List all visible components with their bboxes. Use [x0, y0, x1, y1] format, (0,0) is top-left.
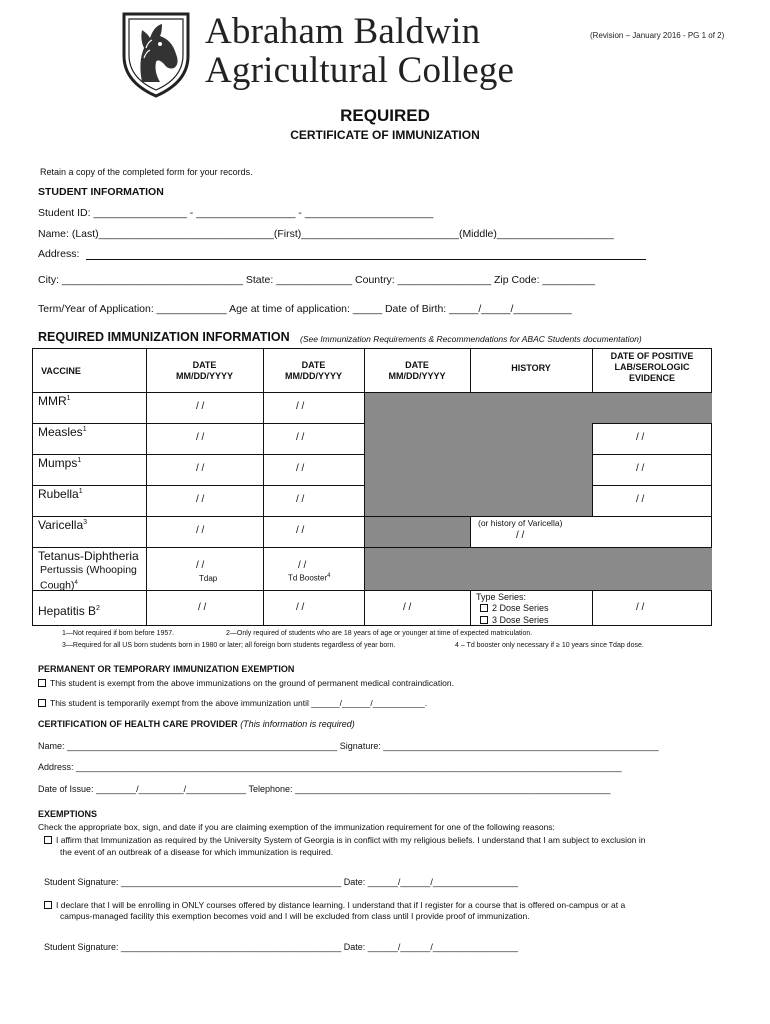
col-vaccine: VACCINE [41, 366, 81, 376]
rubella-date1[interactable]: / / [196, 494, 205, 505]
college-name-line2: Agricultural College [205, 50, 515, 91]
student-id-field[interactable]: Student ID: ________________ - _________________ - ______________________ [38, 207, 434, 219]
row-varicella: Varicella$^3$ [38, 518, 88, 532]
student-signature-field-1[interactable]: Student Signature: ____________________________________________ Date: ______/______/_________________ [44, 877, 518, 887]
hepb-date2[interactable]: / / [296, 602, 305, 613]
hepb-3-dose-option[interactable]: 3 Dose Series [480, 615, 549, 625]
religious-exemption-line2: the event of an outbreak of a disease for which immunization is required. [60, 847, 334, 857]
permanent-exemption-option[interactable]: This student is exempt from the above immunizations on the ground of permanent medical contraindication. [38, 678, 454, 688]
footnote-1: 1—Not required if born before 1957. [62, 630, 175, 637]
college-name-line1: Abraham Baldwin [205, 11, 481, 52]
college-name [205, 12, 514, 90]
exemptions-instructions: Check the appropriate box, sign, and date if you are claiming exemption of the immunization requirement for one of the following reasons: [38, 822, 555, 832]
hepb-2-dose-checkbox[interactable] [480, 604, 488, 612]
col-history: HISTORY [511, 363, 551, 373]
rubella-date2[interactable]: / / [296, 494, 305, 505]
measles-date2[interactable]: / / [296, 432, 305, 443]
footnote-2: 2—Only required of students who are 18 years of age or younger at time of expected matriculation. [226, 630, 533, 637]
immunization-heading-note: (See Immunization Requirements & Recommendations for ABAC Students documentation) [300, 334, 642, 344]
distance-exemption-checkbox[interactable] [44, 901, 52, 909]
student-info-heading: STUDENT INFORMATION [38, 186, 164, 198]
form-subtitle: CERTIFICATE OF IMMUNIZATION [290, 128, 480, 142]
hepb-type-series-label: Type Series: [476, 592, 527, 602]
row-rubella: Rubella$^1$ [38, 487, 83, 501]
varicella-date2[interactable]: / / [296, 525, 305, 536]
college-horse-logo [122, 12, 190, 98]
exemption-heading: PERMANENT OR TEMPORARY IMMUNIZATION EXEMPTION [38, 664, 295, 674]
measles-positive-date[interactable]: / / [636, 432, 645, 443]
tdap-label: Tdap [199, 574, 218, 583]
hepb-date3[interactable]: / / [403, 602, 412, 613]
col-date1: DATE MM/DD/YYYY [175, 360, 233, 381]
temporary-exemption-checkbox[interactable] [38, 699, 46, 707]
footnote-3: 3—Required for all US born students born in 1980 or later; all foreign born students regardless of year born. [62, 642, 396, 649]
address-field[interactable] [86, 259, 646, 260]
student-signature-field-2[interactable]: Student Signature: ____________________________________________ Date: ______/______/_________________ [44, 942, 518, 952]
row-tetanus: Tetanus-Diphtheria [38, 549, 139, 563]
distance-exemption-option[interactable]: I declare that I will be enrolling in ONLY courses offered by distance learning. I understand that if I register for a course that is offered on-campus or at a [44, 900, 625, 910]
intro-text: Retain a copy of the completed form for your records. [40, 167, 253, 177]
name-field[interactable]: Name: (Last)______________________________(First)___________________________(Middle)____________________ [38, 228, 614, 240]
col-date3: DATE MM/DD/YYYY [388, 360, 446, 381]
form-title: REQUIRED [340, 106, 430, 125]
revision-note: (Revision – January 2016 - PG 1 of 2) [590, 31, 725, 40]
permanent-exemption-checkbox[interactable] [38, 679, 46, 687]
address-label: Address: [38, 248, 80, 260]
mmr-date1[interactable]: / / [196, 401, 205, 412]
hepb-positive-date[interactable]: / / [636, 602, 645, 613]
td-booster-label: Td Booster$^4$ [288, 573, 331, 583]
varicella-date1[interactable]: / / [196, 525, 205, 536]
row-mmr: MMR$^1$ [38, 394, 71, 408]
city-state-field[interactable]: City: _______________________________ State: _____________ Country: ________________ Zip Code: _________ [38, 274, 595, 286]
mmr-date2[interactable]: / / [296, 401, 305, 412]
row-measles: Measles$^1$ [38, 425, 87, 439]
exemptions-heading: EXEMPTIONS [38, 809, 98, 819]
mumps-date1[interactable]: / / [196, 463, 205, 474]
footnote-4: 4 – Td booster only necessary if ≥ 10 years since Tdap dose. [455, 642, 644, 649]
provider-date-telephone-field[interactable]: Date of Issue: ________/_________/____________ Telephone: _______________________________________________________________ [38, 784, 611, 794]
rubella-positive-date[interactable]: / / [636, 494, 645, 505]
hepb-date1[interactable]: / / [198, 602, 207, 613]
mumps-date2[interactable]: / / [296, 463, 305, 474]
immunization-heading: REQUIRED IMMUNIZATION INFORMATION [38, 330, 290, 344]
row-hepatitis-b: Hepatitis $B^2$ [38, 604, 100, 618]
varicella-history-label: (or history of Varicella) [478, 518, 563, 528]
religious-exemption-option[interactable]: I affirm that Immunization as required by the University System of Georgia is in conflict with my religious beliefs. I understand that I am subject to exclusion in [44, 835, 645, 845]
distance-exemption-line2: campus-managed facility this exemption becomes void and I will be excluded from class until I provide proof of immunization. [60, 911, 530, 921]
provider-name-signature-field[interactable]: Name: ______________________________________________________ Signature: _______________________________________________________ [38, 741, 659, 751]
provider-heading: CERTIFICATION OF HEALTH CARE PROVIDER (This information is required) [38, 719, 355, 729]
mumps-positive-date[interactable]: / / [636, 463, 645, 474]
row-tetanus-line2: Pertussis (Whooping [40, 564, 137, 576]
row-tetanus-line3: Cough)$^4$ [40, 579, 78, 592]
provider-address-field[interactable]: Address: _____________________________________________________________________________________________________________ [38, 762, 622, 772]
varicella-history-date[interactable]: / / [516, 530, 525, 541]
hepb-2-dose-option[interactable]: 2 Dose Series [480, 603, 549, 613]
hepb-3-dose-checkbox[interactable] [480, 616, 488, 624]
td-booster-date[interactable]: / / [298, 560, 307, 571]
row-mumps: Mumps$^1$ [38, 456, 82, 470]
temporary-exemption-option[interactable]: This student is temporarily exempt from the above immunization until ______/______/___________. [38, 698, 427, 708]
religious-exemption-checkbox[interactable] [44, 836, 52, 844]
tdap-date[interactable]: / / [196, 560, 205, 571]
term-age-dob-field[interactable]: Term/Year of Application: ____________ Age at time of application: _____ Date of Birth: _____/_____/__________ [38, 303, 572, 315]
col-positive-evidence: DATE OF POSITIVE LAB/SEROLOGIC EVIDENCE [610, 351, 694, 383]
col-date2: DATE MM/DD/YYYY [284, 360, 342, 381]
measles-date1[interactable]: / / [196, 432, 205, 443]
